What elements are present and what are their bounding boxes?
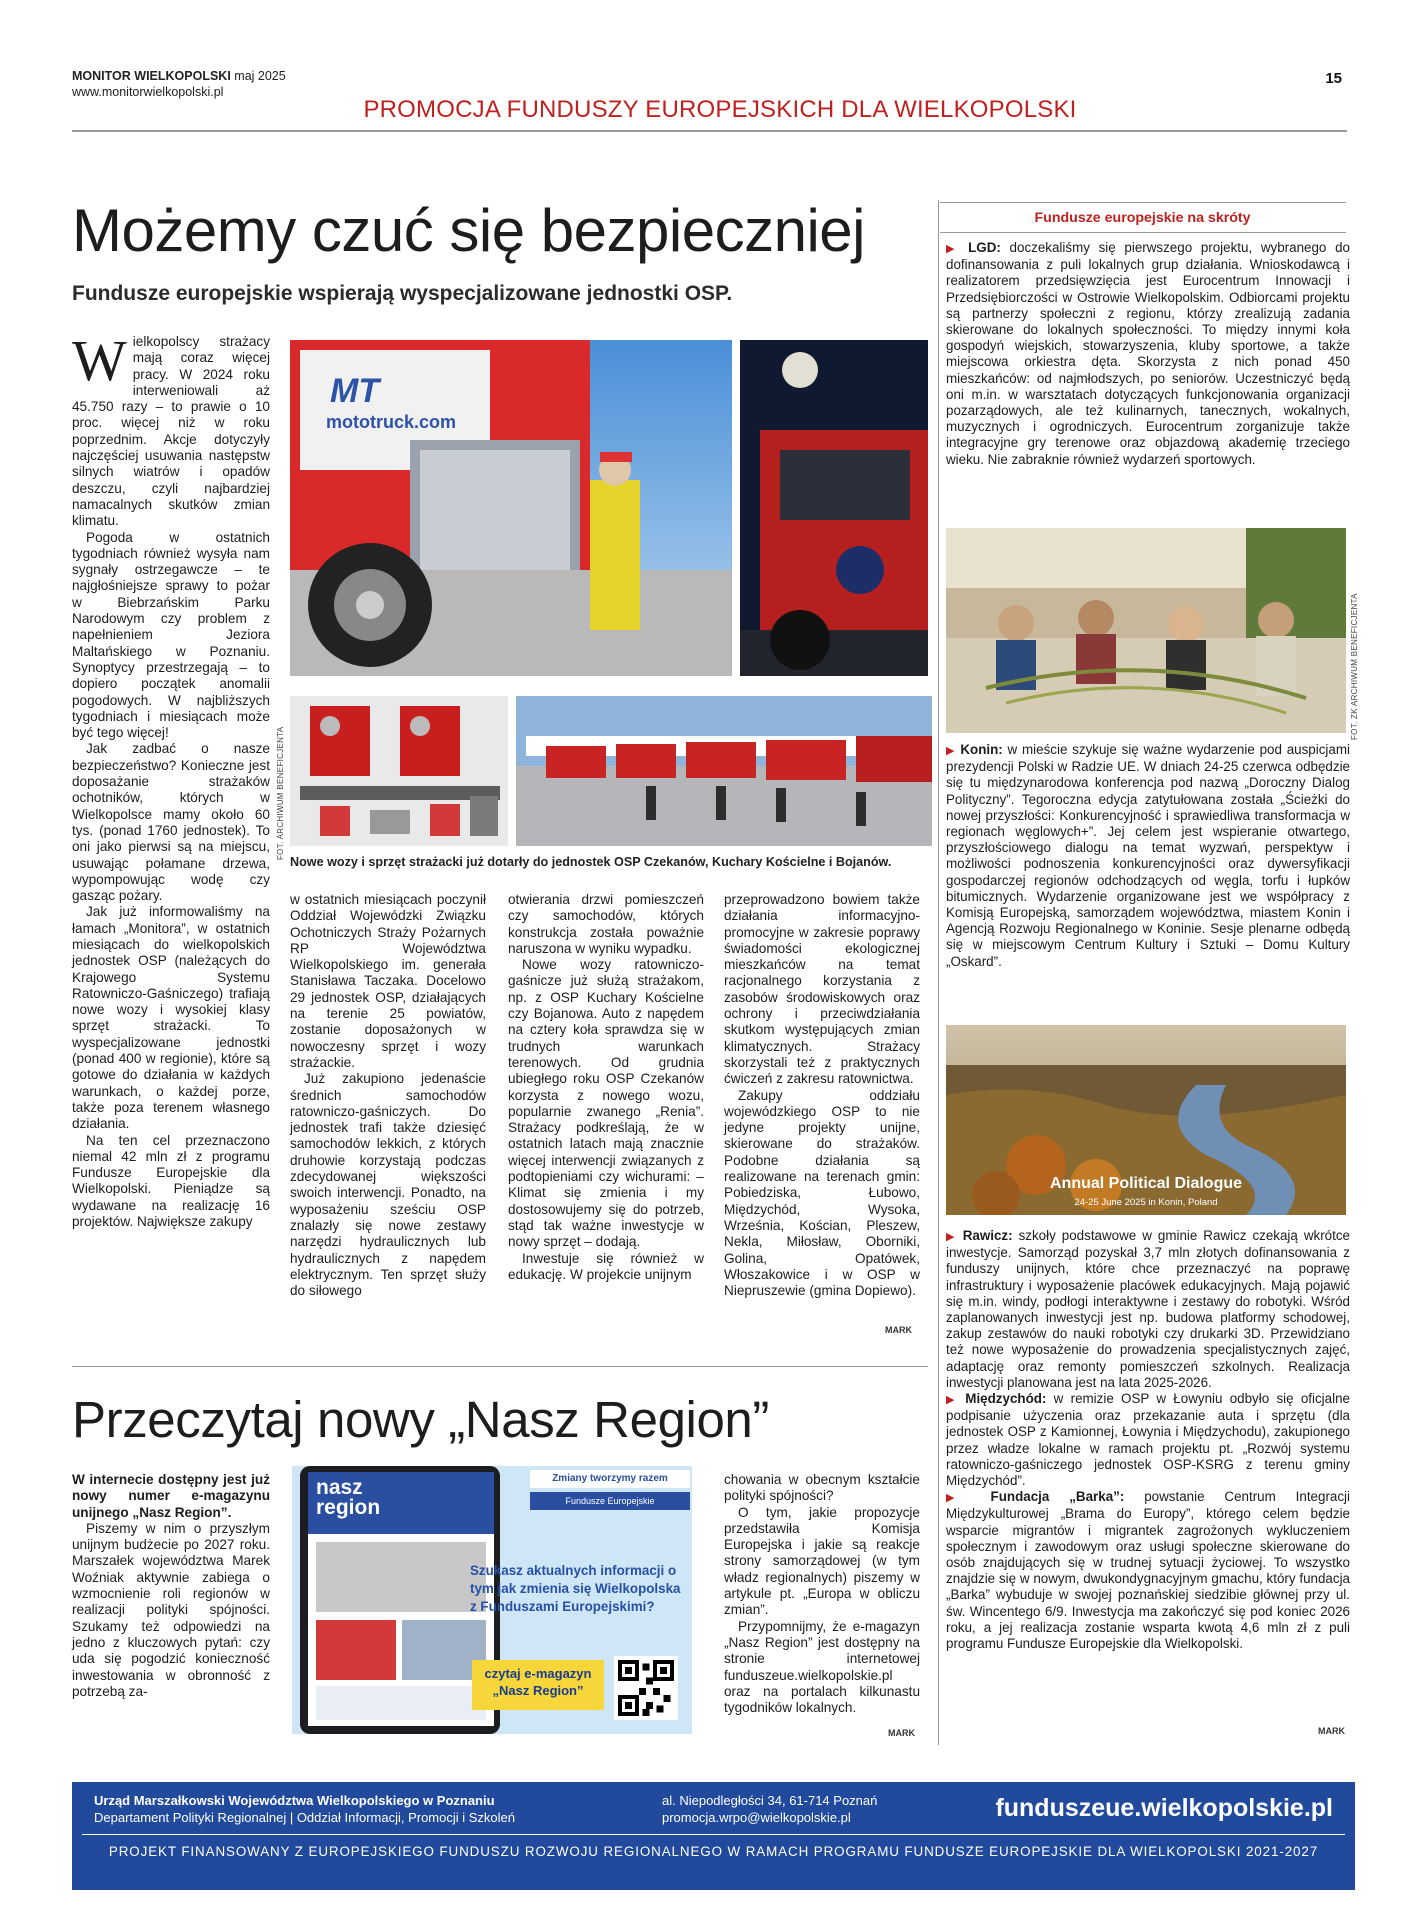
logo-line: nasz (316, 1476, 363, 1499)
article-subtitle: Fundusze europejskie wspierają wyspecjalizowane jednostki OSP. (72, 282, 733, 305)
footer-bar (72, 1782, 1355, 1890)
ad-banner-top: Zmiany tworzymy razem (530, 1470, 690, 1488)
triangle-bullet-icon: ▶ (946, 745, 956, 757)
svg-text:MT: MT (330, 372, 380, 410)
footer-address: al. Niepodległości 34, 61-714 Poznań (662, 1793, 878, 1808)
page-number: 15 (1325, 70, 1342, 87)
issue-date: maj 2025 (234, 69, 286, 83)
article2-title: Przeczytaj nowy „Nasz Region” (72, 1391, 769, 1448)
triangle-bullet-icon: ▶ (946, 243, 960, 255)
magazine-photo (316, 1542, 486, 1612)
conference-title: Annual Political Dialogue (1049, 1175, 1243, 1192)
conference-date: 24-25 June 2025 in Konin, Poland (1074, 1197, 1218, 1208)
item-label: Fundacja „Barka”: (990, 1489, 1125, 1505)
mototruck-logo: mototruck.com (326, 412, 457, 432)
paragraph: Na ten cel przeznaczono niemal 42 mln zł z programu Fundusze Europejskie dla Wielkopolski. Pieniądze są wydawane na realizację 16 projektów. Największe zakupy (72, 1132, 270, 1230)
item-text: w mieście szykuje się ważne wydarzenie pod auspicjami prezydencji Polski w Radzie UE. W dniach 24-25 czerwca odbędzie się tu międzynarodowa konferencja pod nazwą „Doroczny Dialog Polityczny”. Tegoroczna edycja zatytułowana została „Ścieżki do nowej przyszłości: Konkurencyjność i sprawiedliwa transformacja w regionach węglowych+”. Jej celem jest wspieranie otwartego, przyszłościowego dialogu na temat wyzwań, perspektyw i możliwości podnoszenia konkurencyjności oraz dywersyfikacji gospodarczej regionów odchodzących od węgla, torfu i łupków bitumicznych. Wydarzenie organizowane jest we współpracy z Komisją Europejską, samorządem województwa, miastem Konin i Agencją Rozwoju Regionalnego w Koninie. Sesje plenarne odbędą się w miejscowym Centrum Kultury i Sztuki – Domu Kultury „Oskard”. (946, 742, 1350, 969)
workshop-photo (946, 528, 1346, 733)
article-title: Możemy czuć się bezpieczniej (72, 197, 865, 264)
nasz-region-logo (316, 1478, 380, 1518)
paragraph: chowania w obecnym kształcie polityki spójności? (724, 1472, 920, 1504)
article2-signature: MARK (888, 1728, 915, 1738)
paragraph: Pogoda w ostatnich tygodniach również wysyła nam sygnały ostrzegawcze – te najgłośniejsze sprawy to pożar w Biebrzańskim Parku Narodowym czy problem z napełnieniem Jeziora Maltańskiego w Poznaniu. Synoptycy przestrzegają – to dopiero początek anomalii pogodowych. W najbliższych tygodniach i miesiącach może być tego więcej! (72, 529, 270, 741)
footer-divider (82, 1834, 1345, 1835)
item-label: Międzychód: (965, 1391, 1047, 1407)
paragraph: Jak już informowaliśmy na łamach „Monitora”, w ostatnich miesiącach do wielkopolskich jednostek OSP (należących do Krajowego Systemu Ratowniczo-Gaśniczego) trafiają nowe wozy i wysokiej klasy sprzęt strażacki. To wyspecjalizowane jednostki (ponad 400 w regionie), które są gotowe do działania w każdych warunkach, o każdej porze, także poza terenem własnego działania. (72, 904, 270, 1132)
night-truck-photo (740, 340, 928, 676)
magazine-strip (316, 1686, 486, 1720)
paragraph: Zakupy oddziału wojewódzkiego OSP to nie jedyne projekty unijne, skierowane do strażaków. Podobne działania są realizowane na terenach gmin: Pobiedziska, Łubowo, Międzychód, Wysoka, Września, Kościan, Pleszew, Nekla, Miłosław, Oborniki, Golina, Opatówek, Włoszakowice i w OSP w Niepruszewie (gmina Dopiewo). (724, 1087, 920, 1299)
sidebar-signature: MARK (1318, 1726, 1345, 1736)
ad-headline: Szukasz aktualnych informacji o tym jak zmienia się Wielkopolska z Funduszami Europejskimi? (470, 1563, 681, 1614)
paragraph: ielkopolscy strażacy mają coraz więcej pracy. W 2024 roku interweniowali aż 45.750 razy – to prawie o 10 proc. więcej niż w roku poprzednim. Akcje dotyczyły najczęściej usuwania następstw silnych wiatrów i opadów deszczu, czyli najbardziej namacalnych skutków zmian klimatu. (72, 334, 270, 529)
item-text: powstanie Centrum Integracji Międzykulturowej „Brama do Europy”, którego celem będzie wsparcie migrantów i migrantek zagrożonych wykluczeniem społecznym i zawodowym oraz usługi społeczne skierowane do osób znajdujących się w trudnej sytuacji życiowej. To wszystko znajdzie się w nowym, dwukondygnacyjnym gmachu, który fundacja „Barka” wybuduje w swojej poznańskiej siedzibie głównej przy ul. św. Wincentego 6/9. Inwestycja ma zakończyć się pod koniec 2026 roku, a jej realizacja zostanie wsparta kwotą 4,6 mln zł z puli programu Fundusze Europejskie dla Wielkopolski. (946, 1489, 1350, 1652)
paragraph: przeprowadzono bowiem także działania informacyjno-promocyjne w zakresie poprawy świadomości ekologicznej mieszkańców na temat racjonalnego korzystania z zasobów środowiskowych oraz ochrony i przeciwdziałania skutkom występujących zmian klimatycznych. Strażacy skorzystali też z praktycznych ćwiczeń z zakresu ratownictwa. (724, 892, 920, 1087)
paragraph: otwierania drzwi pomieszczeń czy samochodów, których konstrukcja została poważnie naruszona w wyniku wypadku. (508, 892, 704, 956)
article2-column-3 (724, 1472, 920, 1716)
photo-caption: Nowe wozy i sprzęt strażacki już dotarły do jednostek OSP Czekanów, Kuchary Kościelne i Bojanów. (290, 855, 892, 869)
paragraph: Przypomnijmy, że e-magazyn „Nasz Region” jest dostępny na stronie internetowej funduszeue.wielkopolskie.pl oraz na portalach kilkunastu tygodników lokalnych. (724, 1618, 920, 1716)
paragraph: Piszemy w nim o przyszłym unijnym budżecie po 2027 roku. Marszałek województwa Marek Woźniak aktywnie zabiega o wzmocnienie roli regionów w realizacji polityki spójności. Szukamy też odpowiedzi na jedno z kluczowych pytań: czy uda się pogodzić konieczność inwestowania w obronność z potrzebą za- (72, 1520, 270, 1699)
triangle-bullet-icon: ▶ (946, 1492, 971, 1505)
dropcap: W (72, 328, 127, 393)
section-title: PROMOCJA FUNDUSZY EUROPEJSKICH DLA WIELKOPOLSKI (363, 96, 1077, 123)
footer-project-line: PROJEKT FINANSOWANY Z EUROPEJSKIEGO FUNDUSZU ROZWOJU REGIONALNEGO W RAMACH PROGRAMU FUNDUSZE EUROPEJSKIE DLA WIELKOPOLSKI 2021-2027 (108, 1844, 1319, 1859)
article-column-3 (508, 892, 704, 1283)
item-text: doczekaliśmy się pierwszego projektu, wybranego do dofinansowania z puli lokalnych grup działania. Wnioskodawcą i realizatorem przedsięwzięcia jest Eurocentrum Innowacji i Przedsiębiorczości w Ostrowie Wielkopolskim. Odbiorcami projektu są partnerzy społeczni z regionu, którzy zrealizują zadania skierowane do lokalnych społeczności. To między innymi koła gospodyń wiejskich, stowarzyszenia, kluby sportowe, a także miejscowa orkiestra dęta. Skorzysta z nich ponad 450 mieszkańców: od najmłodszych, po seniorów. Uczestniczyć będą oni m.in. w warsztatach dotyczących funkcjonowania organizacji pozarządowych, ale też kulinarnych, tanecznych, wokalnych, muzycznych i ogrodniczych. Eurocentrum zorganizuje także integracyjne gry terenowe oraz objazdową akademię trzeciego wieku. Nie zabraknie również wydarzeń sportowych. (946, 240, 1350, 467)
sidebar-divider (938, 200, 939, 1745)
header-divider (72, 130, 1347, 132)
footer-email[interactable]: promocja.wrpo@wielkopolskie.pl (662, 1810, 851, 1825)
item-text: w remizie OSP w Łowyniu odbyło się oficjalne podpisanie użyczenia oraz przekazanie auta i sprzętu (dla jednostek OSP z Kamionnej, Łowynia i Międzychodu), zakupionego przez władze lokalne w ramach projektu pt. „Rozwój systemu ratowniczo-gaśniczego jednostek OSP-KSRG z terenu gminy Międzychód”. (946, 1391, 1350, 1489)
sidebar-photo-credit: FOT. ZK ARCHIWUM BENEFICJENTA (1350, 593, 1359, 740)
item-text: szkoły podstawowe w gminie Rawicz czekają wkrótce inwestycje. Samorząd pozyskał 3,7 mln złotych dofinansowania z funduszy unijnych, które chce przeznaczyć na poprawę infrastruktury i wyposażenie placówek edukacyjnych. Mają pojawić się m.in. windy, podłogi interaktywne i zestawy do robotyki. Wśród zaplanowanych inwestycji jest np. budowa platformy schodowej, zakup zestawów do nauki robotyki czy drukarki 3D. Przewidziano też nowe wyposażenie do prowadzenia specjalistycznych zajęć, adaptację oraz remonty pomieszczeń szkolnych. Realizacja inwestycji planowana jest na lata 2025-2026. (946, 1228, 1350, 1390)
cta-line: „Nasz Region” (492, 1683, 584, 1698)
article-column-4 (724, 892, 920, 1299)
fire-brigade-photo (516, 696, 932, 846)
item-label: Rawicz: (962, 1228, 1013, 1243)
paragraph: O tym, jakie propozycje przedstawiła Komisja Europejska i jakie są reakcje strony samorządowej (w tym władz regionalnych) piszemy w artykule pt. „Europa w obliczu zmian”. (724, 1504, 920, 1618)
sidebar-lgd (946, 240, 1350, 468)
footer-dept: Departament Polityki Regionalnej | Oddział Informacji, Promocji i Szkoleń (94, 1810, 516, 1825)
sidebar-title: Fundusze europejskie na skróty (1034, 210, 1251, 226)
magazine-photo (316, 1620, 396, 1680)
article-column-2 (290, 892, 486, 1299)
konin-aerial-photo (946, 1025, 1346, 1215)
paragraph: Już zakupiono jedenaście średnich samochodów ratowniczo-gaśniczych. Do jednostek trafi także dziesięć samochodów lekkich, z których druhowie korzystają podczas zdecydowanej większości swoich interwencji. Ponadto, na wyposażeniu sześciu OSP znalazły się nowe zestawy narzędzi hydraulicznych lub hydraulicznych z napędem elektrycznym. Ten sprzęt służy do siłowego (290, 1071, 486, 1299)
sidebar-konin (946, 742, 1350, 970)
photo-credit: FOT. ARCHIWUM BENEFICJENTA (276, 726, 285, 860)
item-label: Konin: (960, 742, 1003, 757)
ad-banner-sub: Fundusze Europejskie (530, 1492, 690, 1510)
footer-org: Urząd Marszałkowski Województwa Wielkopolskiego w Poznaniu (94, 1793, 495, 1808)
triangle-bullet-icon: ▶ (946, 1394, 959, 1407)
website-link[interactable]: www.monitorwielkopolski.pl (72, 85, 224, 99)
read-magazine-button[interactable] (472, 1660, 604, 1710)
publication-name: MONITOR WIELKOPOLSKI (72, 69, 231, 83)
sidebar-title-rule (940, 232, 1346, 233)
paragraph: w ostatnich miesiącach poczynił Oddział Wojewódzki Związku Ochotniczych Straży Pożarnych RP Województwa Wielkopolskiego im. generała Stanisława Taczaka. Docelowo 29 jednostek OSP, działających na terenie 25 powiatów, zostanie doposażonych w nowoczesny sprzęt i wozy strażackie. (290, 892, 486, 1070)
qr-code-icon[interactable] (614, 1656, 678, 1720)
section-divider (72, 1366, 928, 1367)
footer-website[interactable]: funduszeue.wielkopolskie.pl (995, 1794, 1333, 1822)
cta-line: czytaj e-magazyn (484, 1666, 592, 1681)
sidebar-top-rule (940, 202, 1346, 203)
article-signature: MARK (885, 1325, 912, 1335)
fire-truck-photo (290, 340, 732, 676)
paragraph: Nowe wozy ratowniczo-gaśnicze już służą strażakom, np. z OSP Kuchary Kościelne czy Bojanowa. Auto z napędem na cztery koła sprawdza się w trudnych warunkach terenowych. Od grudnia ubiegłego roku OSP Czekanów korzysta z nowego wozu, popularnie zwanego „Renia”. Strażacy podkreślają, że w ostatnich latach mają znacznie więcej interwencji związanych z podtopieniami czy wichurami: – Klimat się zmienia i my dostosowujemy się do potrzeb, stąd tak ważne inwestycje w nowy sprzęt – dodają. (508, 957, 704, 1250)
paragraph: Inwestuje się również w edukację. W projekcie unijnym (508, 1250, 704, 1282)
paragraph: Jak zadbać o nasze bezpieczeństwo? Konieczne jest doposażanie strażaków ochotników, których w Wielkopolsce mamy około 60 tys. (ponad 1760 jednostek). To oni jako pierwsi są na miejscu, usuwając połamane drzewa, wypompowując wodę czy gasząc pożary. (72, 741, 270, 904)
equipment-photo (290, 696, 508, 846)
article2-column-1 (72, 1472, 270, 1700)
article-column-1 (72, 328, 270, 1230)
logo-line: region (316, 1496, 381, 1519)
article2-lead: W internecie dostępny jest już nowy numer e-magazynu unijnego „Nasz Region”. (72, 1472, 270, 1520)
item-label: LGD: (968, 240, 1001, 255)
triangle-bullet-icon: ▶ (946, 1231, 957, 1243)
nasz-region-ad[interactable] (292, 1466, 692, 1734)
masthead (72, 68, 286, 100)
sidebar-rawicz (946, 1228, 1350, 1652)
